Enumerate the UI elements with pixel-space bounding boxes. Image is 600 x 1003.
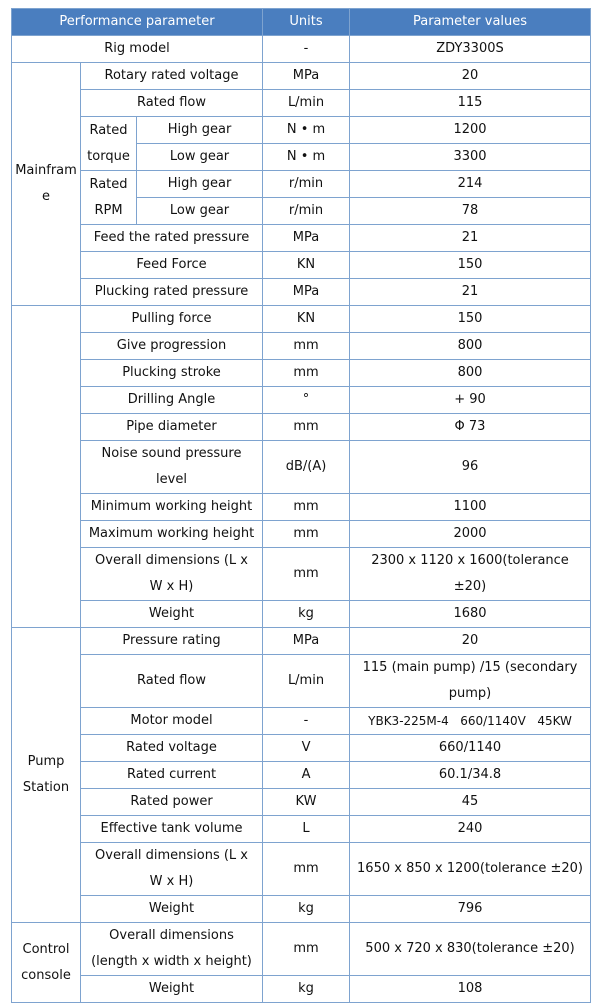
table-row	[12, 441, 591, 494]
row-unit: kg	[263, 896, 350, 923]
table-row	[12, 896, 591, 923]
row-value: 20	[350, 628, 591, 655]
row-label: Weight	[81, 976, 263, 1003]
table-row	[12, 90, 591, 117]
row-label: Rotary rated voltage	[81, 63, 263, 90]
row-unit: mm	[263, 843, 350, 896]
row-value: 21	[350, 279, 591, 306]
row-unit: -	[263, 708, 350, 735]
row-value: 2000	[350, 521, 591, 548]
row-value: 796	[350, 896, 591, 923]
row-unit: N • m	[263, 117, 350, 144]
row-unit: kg	[263, 601, 350, 628]
subgroup-label-rated-rpm: Rated RPM	[81, 171, 137, 225]
table-row	[12, 225, 591, 252]
row-unit: r/min	[263, 171, 350, 198]
row-value: YBK3-225M-4 660/1140V 45KW	[350, 708, 591, 735]
row-unit: N • m	[263, 144, 350, 171]
row-value: 150	[350, 252, 591, 279]
row-unit: MPa	[263, 279, 350, 306]
row-label: Overall dimensions (length x width x height)	[81, 923, 263, 976]
row-label: Plucking stroke	[81, 360, 263, 387]
row-label: Plucking rated pressure	[81, 279, 263, 306]
row-label: Rated current	[81, 762, 263, 789]
table-row	[12, 521, 591, 548]
row-value: 2300 x 1120 x 1600(tolerance ±20)	[350, 548, 591, 601]
row-unit: L/min	[263, 90, 350, 117]
row-value: 800	[350, 333, 591, 360]
header-units: Units	[263, 9, 350, 36]
row-unit: -	[263, 36, 350, 63]
row-label: Rated power	[81, 789, 263, 816]
row-value: + 90	[350, 387, 591, 414]
row-label: Feed the rated pressure	[81, 225, 263, 252]
row-value: 1680	[350, 601, 591, 628]
row-label: Weight	[81, 601, 263, 628]
table-row	[12, 306, 591, 333]
table-row	[12, 735, 591, 762]
header-row	[12, 9, 591, 36]
row-label: Pressure rating	[81, 628, 263, 655]
row-value: 60.1/34.8	[350, 762, 591, 789]
row-label: Overall dimensions (L x W x H)	[81, 548, 263, 601]
row-value: 240	[350, 816, 591, 843]
table-row	[12, 708, 591, 735]
row-value: ZDY3300S	[350, 36, 591, 63]
row-unit: MPa	[263, 225, 350, 252]
table-row	[12, 816, 591, 843]
row-value: 108	[350, 976, 591, 1003]
row-unit: mm	[263, 360, 350, 387]
row-unit: mm	[263, 494, 350, 521]
table-row	[12, 628, 591, 655]
row-label: Feed Force	[81, 252, 263, 279]
table-row	[12, 414, 591, 441]
table-row	[12, 762, 591, 789]
row-label: Effective tank volume	[81, 816, 263, 843]
row-label: Drilling Angle	[81, 387, 263, 414]
header-values: Parameter values	[350, 9, 591, 36]
table-row	[12, 171, 591, 198]
row-unit: KN	[263, 306, 350, 333]
row-value: 3300	[350, 144, 591, 171]
group-label-control-console: Control console	[12, 923, 81, 1003]
row-value: 214	[350, 171, 591, 198]
row-label: High gear	[137, 117, 263, 144]
row-label: Rated voltage	[81, 735, 263, 762]
row-label: Pulling force	[81, 306, 263, 333]
row-label: Pipe diameter	[81, 414, 263, 441]
table-row	[12, 789, 591, 816]
row-unit: mm	[263, 548, 350, 601]
row-unit: KW	[263, 789, 350, 816]
row-label: Low gear	[137, 198, 263, 225]
row-label: Rated flow	[81, 90, 263, 117]
row-unit: mm	[263, 333, 350, 360]
row-value: 150	[350, 306, 591, 333]
row-value: Φ 73	[350, 414, 591, 441]
row-value: 500 x 720 x 830(tolerance ±20)	[350, 923, 591, 976]
row-label: Noise sound pressure level	[81, 441, 263, 494]
row-label: Low gear	[137, 144, 263, 171]
row-unit: kg	[263, 976, 350, 1003]
row-unit: °	[263, 387, 350, 414]
row-label: Overall dimensions (L x W x H)	[81, 843, 263, 896]
row-label: Motor model	[81, 708, 263, 735]
subgroup-label-rated-torque: Rated torque	[81, 117, 137, 171]
row-value: 660/1140	[350, 735, 591, 762]
table-row	[12, 548, 591, 601]
row-unit: MPa	[263, 628, 350, 655]
row-value: 1200	[350, 117, 591, 144]
row-value: 1650 x 850 x 1200(tolerance ±20)	[350, 843, 591, 896]
row-unit: mm	[263, 414, 350, 441]
row-unit: mm	[263, 923, 350, 976]
row-unit: L/min	[263, 655, 350, 708]
row-label: Give progression	[81, 333, 263, 360]
table-row	[12, 279, 591, 306]
row-value: 1100	[350, 494, 591, 521]
group-label-empty	[12, 306, 81, 628]
row-label: Rig model	[12, 36, 263, 63]
row-unit: mm	[263, 521, 350, 548]
row-label: Weight	[81, 896, 263, 923]
table-row	[12, 333, 591, 360]
table-row	[12, 252, 591, 279]
header-param: Performance parameter	[12, 9, 263, 36]
performance-table	[11, 8, 591, 1003]
row-label: High gear	[137, 171, 263, 198]
row-value: 20	[350, 63, 591, 90]
group-label-mainframe: Mainframe	[12, 63, 81, 306]
row-value: 115 (main pump) /15 (secondary pump)	[350, 655, 591, 708]
row-value: 115	[350, 90, 591, 117]
row-value: 96	[350, 441, 591, 494]
table-row	[12, 976, 591, 1003]
table-row	[12, 387, 591, 414]
table-row	[12, 494, 591, 521]
table-row	[12, 655, 591, 708]
row-unit: L	[263, 816, 350, 843]
row-label: Rated flow	[81, 655, 263, 708]
row-unit: KN	[263, 252, 350, 279]
row-value: 800	[350, 360, 591, 387]
row-label: Maximum working height	[81, 521, 263, 548]
table-row	[12, 843, 591, 896]
row-unit: r/min	[263, 198, 350, 225]
table-row	[12, 63, 591, 90]
row-unit: A	[263, 762, 350, 789]
row-value: 78	[350, 198, 591, 225]
row-value: 45	[350, 789, 591, 816]
table-row	[12, 117, 591, 144]
table-row	[12, 360, 591, 387]
row-label: Minimum working height	[81, 494, 263, 521]
row-value: 21	[350, 225, 591, 252]
table-row	[12, 601, 591, 628]
table-row	[12, 923, 591, 976]
table-row	[12, 36, 591, 63]
group-label-pump-station: Pump Station	[12, 628, 81, 923]
row-unit: MPa	[263, 63, 350, 90]
row-unit: dB/(A)	[263, 441, 350, 494]
row-unit: V	[263, 735, 350, 762]
